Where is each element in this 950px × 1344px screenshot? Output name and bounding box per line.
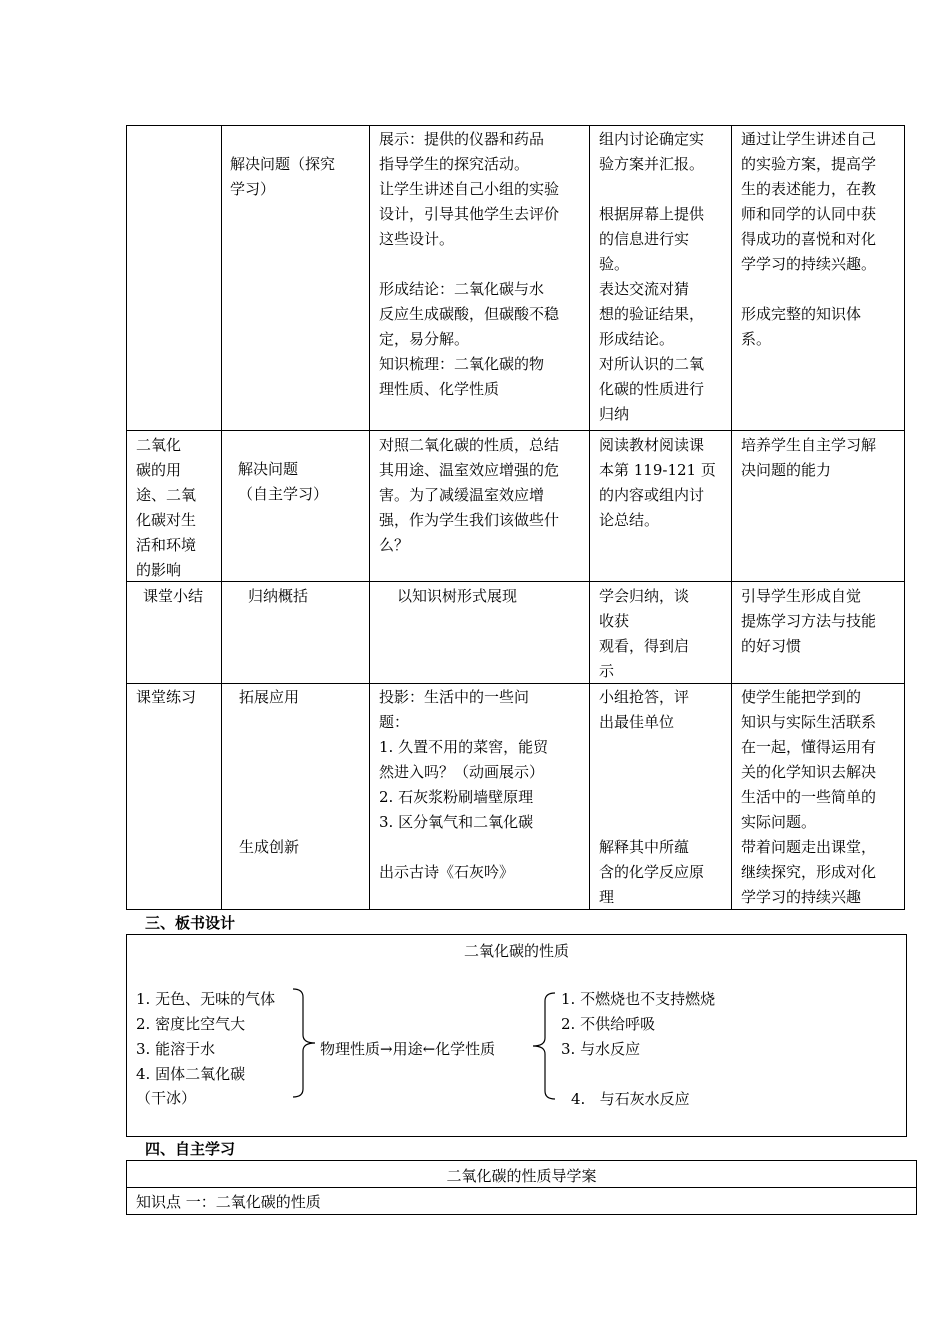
cell-line: 指导学生的探究活动。 [379,155,530,173]
cell-line: 决问题的能力 [741,461,832,479]
cell-line [599,760,704,785]
row2-activity [238,457,328,507]
cell-line [599,810,704,835]
row1-teacher [379,127,559,402]
cell-line: 投影：生活中的一些问 [379,688,530,706]
chemical-property-3: 3. 与水反应 [561,1040,641,1058]
cell-line [599,735,704,760]
section4-heading: 四、自主学习 [145,1140,236,1158]
cell-line: 对所认识的二氧 [599,355,705,373]
row1-activity [230,127,335,202]
chemical-property-4: 4. 与石灰水反应 [571,1090,690,1108]
cell-line: 1. 久置不用的菜窖，能贸 [379,738,549,756]
cell-line: 知识与实际生活联系 [741,713,877,731]
cell-line: 么？ [379,536,410,554]
physical-property-1: 1. 无色、无味的气体 [136,990,276,1008]
cell-line: 根据屏幕上提供 [599,205,705,223]
cell-line: 在一起，懂得运用有 [741,738,877,756]
cell-line: 然进入吗？（动画展示） [379,763,545,781]
row3-student [599,584,689,684]
cell-line: 归纳概括 [248,587,309,605]
cell-line [599,785,704,810]
row4-topic [136,685,196,710]
cell-line: 这些设计。 [379,230,455,248]
cell-line: 验。 [599,255,630,273]
cell-line: 小组抢答，评 [599,688,690,706]
cell-line: （自主学习） [238,485,329,503]
cell-line: 解决问题 [238,460,299,478]
chemical-property-1: 1. 不燃烧也不支持燃烧 [561,990,716,1008]
cell-line: 学学习的持续兴趣。 [741,255,877,273]
cell-line: 拓展应用 [239,688,300,706]
cell-line: 引导学生形成自觉 [741,587,862,605]
cell-line: 的内容或组内讨 [599,486,705,504]
row2-intent [741,433,876,483]
cell-line: 使学生能把学到的 [741,688,862,706]
row1-student [599,127,704,427]
cell-line [741,277,876,302]
cell-line: 论总结。 [599,511,660,529]
cell-line: 学习） [230,180,276,198]
board-design-box [126,934,907,1137]
cell-line: 的影响 [136,561,182,579]
cell-line: 系。 [741,330,772,348]
physical-property-4: 4. 固体二氧化碳 [136,1065,246,1083]
cell-line: 的好习惯 [741,637,802,655]
row4-teacher [379,685,548,885]
cell-line: 实际问题。 [741,813,817,831]
cell-line: 得成功的喜悦和对化 [741,230,877,248]
cell-line: 表达交流对猜 [599,280,690,298]
section3-heading: 三、板书设计 [145,914,236,932]
cell-line: 带着问题走出课堂， [741,838,877,856]
cell-line: 课堂小结 [143,587,204,605]
cell-line: 出最佳单位 [599,713,675,731]
row3-topic [143,584,203,609]
cell-line [379,252,559,277]
cell-line: 碳的用 [136,461,182,479]
cell-line: 化碳对生 [136,511,197,529]
cell-line: 出示古诗《石灰吟》 [379,863,515,881]
cell-line: 阅读教材阅读课 [599,436,705,454]
cell-line: 归纳 [599,405,630,423]
row4-intent [741,685,876,910]
cell-line: 设计，引导其他学生去评价 [379,205,560,223]
cell-line: 3. 区分氧气和二氧化碳 [379,813,534,831]
cell-line: 形成完整的知识体 [741,305,862,323]
cell-line: 的实验方案，提高学 [741,155,877,173]
study-guide-title: 二氧化碳的性质导学案 [446,1167,597,1185]
cell-line: 培养学生自主学习解 [741,436,877,454]
cell-line [239,785,299,810]
cell-line: 继续探究，形成对化 [741,863,877,881]
cell-line: 途、二氧 [136,486,197,504]
cell-line: 形成结论。 [599,330,675,348]
cell-line: 师和同学的认同中获 [741,205,877,223]
board-center-relation: 物理性质→用途←化学性质 [320,1040,496,1058]
cell-line: 2. 石灰浆粉刷墙壁原理 [379,788,534,806]
cell-line: 强，作为学生我们该做些什 [379,511,560,529]
cell-line: 收获 [599,612,630,630]
cell-line: 其用途、温室效应增强的危 [379,461,560,479]
cell-line: 生活中的一些简单的 [741,788,877,806]
cell-line: 提炼学习方法与技能 [741,612,877,630]
row3-activity [248,584,308,609]
cell-line: 让学生讲述自己小组的实验 [379,180,560,198]
physical-property-2: 2. 密度比空气大 [136,1015,246,1033]
row1-intent [741,127,876,352]
physical-property-3: 3. 能溶于水 [136,1040,216,1058]
cell-line: 理性质、化学性质 [379,380,500,398]
cell-line: 题： [379,713,410,731]
cell-line: 化碳的性质进行 [599,380,705,398]
cell-line: 解决问题（探究 [230,155,336,173]
left-brace-icon [527,991,559,1101]
cell-line: 关的化学知识去解决 [741,763,877,781]
row2-topic [136,433,196,583]
physical-property-4-note: （干冰） [136,1089,197,1107]
cell-line: 形成结论：二氧化碳与水 [379,280,545,298]
cell-line: 活和环境 [136,536,197,554]
cell-line: 学会归纳，谈 [599,587,690,605]
cell-line: 对照二氧化碳的性质，总结 [379,436,560,454]
cell-line [239,810,299,835]
cell-line: 理 [599,888,615,906]
cell-line: 课堂练习 [136,688,197,706]
row4-student [599,685,704,910]
cell-line [230,127,335,152]
cell-line: 学学习的持续兴趣 [741,888,862,906]
cell-line: 验方案并汇报。 [599,155,705,173]
chemical-property-2: 2. 不供给呼吸 [561,1015,656,1033]
cell-line: 生成创新 [239,838,300,856]
cell-line: 害。为了减缓温室效应增 [379,486,545,504]
cell-line: 解释其中所蕴 [599,838,690,856]
cell-line: 组内讨论确定实 [599,130,705,148]
cell-line: 展示：提供的仪器和药品 [379,130,545,148]
cell-line: 想的验证结果， [599,305,705,323]
cell-line: 的信息进行实 [599,230,690,248]
row4-activity [239,685,299,860]
cell-line [239,710,299,735]
cell-line: 知识梳理：二氧化碳的物 [379,355,545,373]
cell-line: 二氧化 [136,436,182,454]
cell-line [239,760,299,785]
cell-line: 示 [599,662,615,680]
row3-teacher [397,584,517,609]
cell-line: 本第 119-121 页 [599,461,716,479]
row3-intent [741,584,876,659]
row2-student [599,433,716,533]
cell-line [599,177,704,202]
cell-line: 通过让学生讲述自己 [741,130,877,148]
study-guide-table [126,1160,917,1215]
board-title: 二氧化碳的性质 [463,942,569,960]
cell-line: 含的化学反应原 [599,863,705,881]
cell-line [239,735,299,760]
row2-teacher [379,433,559,558]
cell-line: 生的表述能力，在教 [741,180,877,198]
cell-line: 以知识树形式展现 [397,587,518,605]
knowledge-point-1: 知识点 一：二氧化碳的性质 [136,1193,321,1211]
right-brace-icon [289,987,319,1099]
cell-line: 反应生成碳酸，但碳酸不稳 [379,305,560,323]
cell-line: 定，易分解。 [379,330,470,348]
cell-line: 观看，得到启 [599,637,690,655]
cell-line [379,835,548,860]
